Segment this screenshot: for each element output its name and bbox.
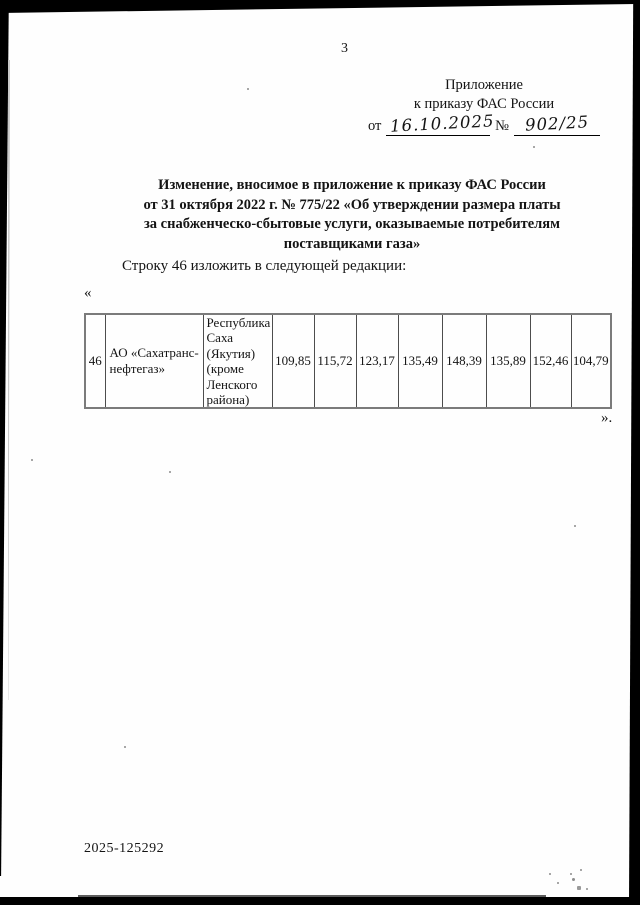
scan-speck — [549, 873, 551, 875]
date-prefix: от — [368, 118, 382, 134]
handwritten-number: 902/25 — [524, 112, 590, 135]
value-cell-7: 152,46 — [530, 314, 571, 408]
scan-speck — [557, 882, 559, 884]
scan-speck — [572, 878, 575, 881]
instruction-paragraph: Строку 46 изложить в следующей редакции: — [122, 258, 407, 274]
document-code: 2025-125292 — [84, 841, 165, 856]
scan-speck — [570, 873, 572, 875]
number-sign: № — [495, 118, 509, 134]
scan-speck — [247, 88, 249, 90]
value-cell-3: 123,17 — [356, 314, 398, 408]
scan-speck — [124, 746, 126, 748]
closing-quote-mark: ». — [601, 410, 613, 426]
scan-speck — [586, 888, 588, 890]
date-underline — [386, 111, 496, 136]
title-line-2: от 31 октября 2022 г. № 775/22 «Об утверждении размера платы — [143, 196, 561, 213]
row-number-cell: 46 — [85, 314, 105, 408]
value-cell-5: 148,39 — [442, 314, 486, 408]
appendix-fill-line — [368, 111, 600, 136]
amendment-table — [84, 313, 612, 409]
scan-speck — [577, 886, 581, 890]
value-cell-8: 104,79 — [571, 314, 611, 408]
value-cell-6: 135,89 — [486, 314, 530, 408]
scan-edge-bottom — [0, 897, 640, 905]
value-cell-1: 109,85 — [272, 314, 314, 408]
title-line-1: Изменение, вносимое в приложение к приказу ФАС России — [158, 177, 546, 193]
value-cell-4: 135,49 — [398, 314, 442, 408]
region-cell: Республика Саха (Якутия) (кроме Ленского района) — [203, 314, 272, 408]
scan-speck — [580, 869, 582, 871]
title-line-3: за снабженческо-сбытовые услуги, оказываемые потребителям — [143, 216, 561, 232]
order-title — [80, 176, 624, 254]
table-row — [85, 314, 611, 408]
scan-edge-top — [0, 0, 640, 13]
scan-edge-right — [629, 3, 640, 905]
appendix-line-1: Приложение — [445, 77, 523, 93]
opening-quote-mark: « — [84, 285, 92, 301]
scan-edge-left-fringe — [8, 60, 10, 700]
scan-speck — [169, 471, 171, 473]
scan-speck — [31, 459, 33, 461]
appendix-line-2: к приказу ФАС России — [413, 95, 555, 112]
company-cell: АО «Сахатранс-нефтегаз» — [105, 314, 203, 408]
value-cell-2: 115,72 — [314, 314, 356, 408]
page-number: 3 — [341, 41, 348, 56]
handwritten-date: 16.10.2025 — [389, 111, 496, 136]
scan-speck — [533, 146, 535, 148]
title-line-4: поставщиками газа» — [283, 235, 421, 252]
scan-speck — [574, 525, 576, 527]
appendix-block — [368, 76, 600, 136]
number-underline — [514, 114, 600, 136]
